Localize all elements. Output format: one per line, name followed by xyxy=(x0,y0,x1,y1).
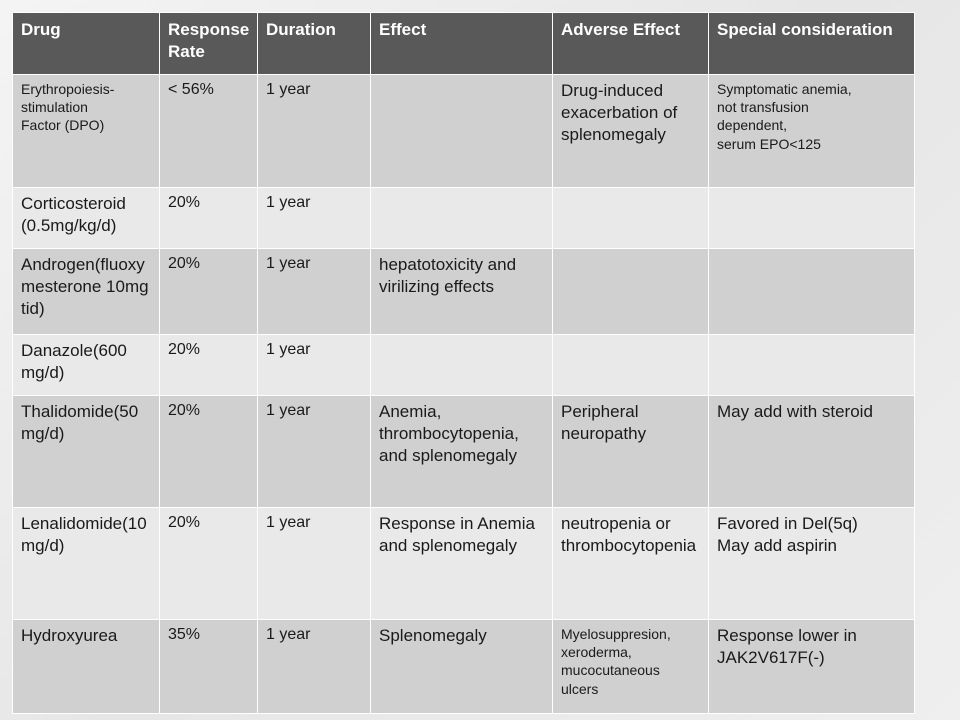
cell-text: Androgen(fluoxymesterone 10mg tid) xyxy=(21,255,149,319)
header-effect: Effect xyxy=(371,13,553,75)
cell-duration xyxy=(258,249,371,335)
table-row xyxy=(13,508,915,620)
cell-text: 1 year xyxy=(266,626,311,643)
cell-text: Anemia, thrombocytopenia, and splenomegaly xyxy=(379,402,519,466)
cell-drug xyxy=(13,75,160,188)
header-response-rate: Response Rate xyxy=(160,13,258,75)
header-duration: Duration xyxy=(258,13,371,75)
cell-drug xyxy=(13,188,160,249)
cell-text: Symptomatic anemia, not transfusion dependent, serum EPO<125 xyxy=(717,81,852,152)
cell-adverse-effect xyxy=(553,508,709,620)
cell-adverse-effect xyxy=(553,75,709,188)
table-row xyxy=(13,75,915,188)
cell-adverse-effect xyxy=(553,249,709,335)
cell-response-rate xyxy=(160,335,258,396)
cell-response-rate xyxy=(160,620,258,714)
cell-special-consideration xyxy=(709,620,915,714)
cell-effect xyxy=(371,508,553,620)
cell-text: Drug-induced exacerbation of splenomegaly xyxy=(561,81,678,145)
cell-special-consideration xyxy=(709,249,915,335)
cell-text: 20% xyxy=(168,514,201,531)
cell-drug xyxy=(13,335,160,396)
cell-text: Splenomegaly xyxy=(379,626,487,645)
cell-duration xyxy=(258,508,371,620)
cell-text: 20% xyxy=(168,341,201,358)
cell-effect xyxy=(371,396,553,508)
cell-response-rate xyxy=(160,249,258,335)
cell-text: Erythropoiesis- stimulation Factor (DPO) xyxy=(21,81,115,134)
cell-text: hepatotoxicity and virilizing effects xyxy=(379,255,517,297)
cell-text: 20% xyxy=(168,402,201,419)
cell-text: 1 year xyxy=(266,255,311,272)
header-adverse-effect: Adverse Effect xyxy=(553,13,709,75)
cell-text: 20% xyxy=(168,255,201,272)
cell-adverse-effect xyxy=(553,620,709,714)
cell-duration xyxy=(258,335,371,396)
cell-drug xyxy=(13,508,160,620)
cell-effect xyxy=(371,249,553,335)
cell-text: Corticosteroid (0.5mg/kg/d) xyxy=(21,194,126,236)
cell-duration xyxy=(258,620,371,714)
table-row xyxy=(13,396,915,508)
table-row xyxy=(13,188,915,249)
cell-effect xyxy=(371,188,553,249)
table-row xyxy=(13,249,915,335)
cell-text: 35% xyxy=(168,626,201,643)
cell-drug xyxy=(13,620,160,714)
cell-text: May add with steroid xyxy=(717,402,873,421)
cell-text: Peripheral neuropathy xyxy=(561,402,647,444)
cell-text: Thalidomide(50mg/d) xyxy=(21,402,139,444)
table-row xyxy=(13,335,915,396)
cell-duration xyxy=(258,75,371,188)
cell-special-consideration xyxy=(709,75,915,188)
cell-text: < 56% xyxy=(168,81,214,98)
cell-adverse-effect xyxy=(553,396,709,508)
header-special-consideration: Special consideration xyxy=(709,13,915,75)
cell-duration xyxy=(258,396,371,508)
table-header-row xyxy=(13,13,915,75)
cell-special-consideration xyxy=(709,335,915,396)
cell-text: 1 year xyxy=(266,194,311,211)
cell-drug xyxy=(13,249,160,335)
cell-text: Lenalidomide(10mg/d) xyxy=(21,514,147,556)
cell-text: 1 year xyxy=(266,402,311,419)
cell-text: neutropenia or thrombocytopenia xyxy=(561,514,697,556)
cell-text: Myelosuppresion, xeroderma, mucocutaneous ulcers xyxy=(561,626,671,697)
cell-adverse-effect xyxy=(553,188,709,249)
cell-text: 1 year xyxy=(266,341,311,358)
cell-text: Hydroxyurea xyxy=(21,626,118,645)
cell-duration xyxy=(258,188,371,249)
cell-text: Response lower in JAK2V617F(-) xyxy=(717,626,857,668)
cell-drug xyxy=(13,396,160,508)
cell-text: 1 year xyxy=(266,81,311,98)
cell-text: 1 year xyxy=(266,514,311,531)
cell-text: Danazole(600 mg/d) xyxy=(21,341,127,383)
cell-text: Favored in Del(5q) May add aspirin xyxy=(717,514,858,556)
table-row xyxy=(13,620,915,714)
cell-effect xyxy=(371,620,553,714)
cell-response-rate xyxy=(160,188,258,249)
cell-effect xyxy=(371,75,553,188)
cell-special-consideration xyxy=(709,396,915,508)
cell-special-consideration xyxy=(709,188,915,249)
cell-response-rate xyxy=(160,396,258,508)
cell-adverse-effect xyxy=(553,335,709,396)
cell-text: 20% xyxy=(168,194,201,211)
cell-response-rate xyxy=(160,75,258,188)
drug-table xyxy=(12,12,915,714)
cell-text: Response in Anemia and splenomegaly xyxy=(379,514,535,556)
cell-effect xyxy=(371,335,553,396)
cell-response-rate xyxy=(160,508,258,620)
header-drug: Drug xyxy=(13,13,160,75)
cell-special-consideration xyxy=(709,508,915,620)
